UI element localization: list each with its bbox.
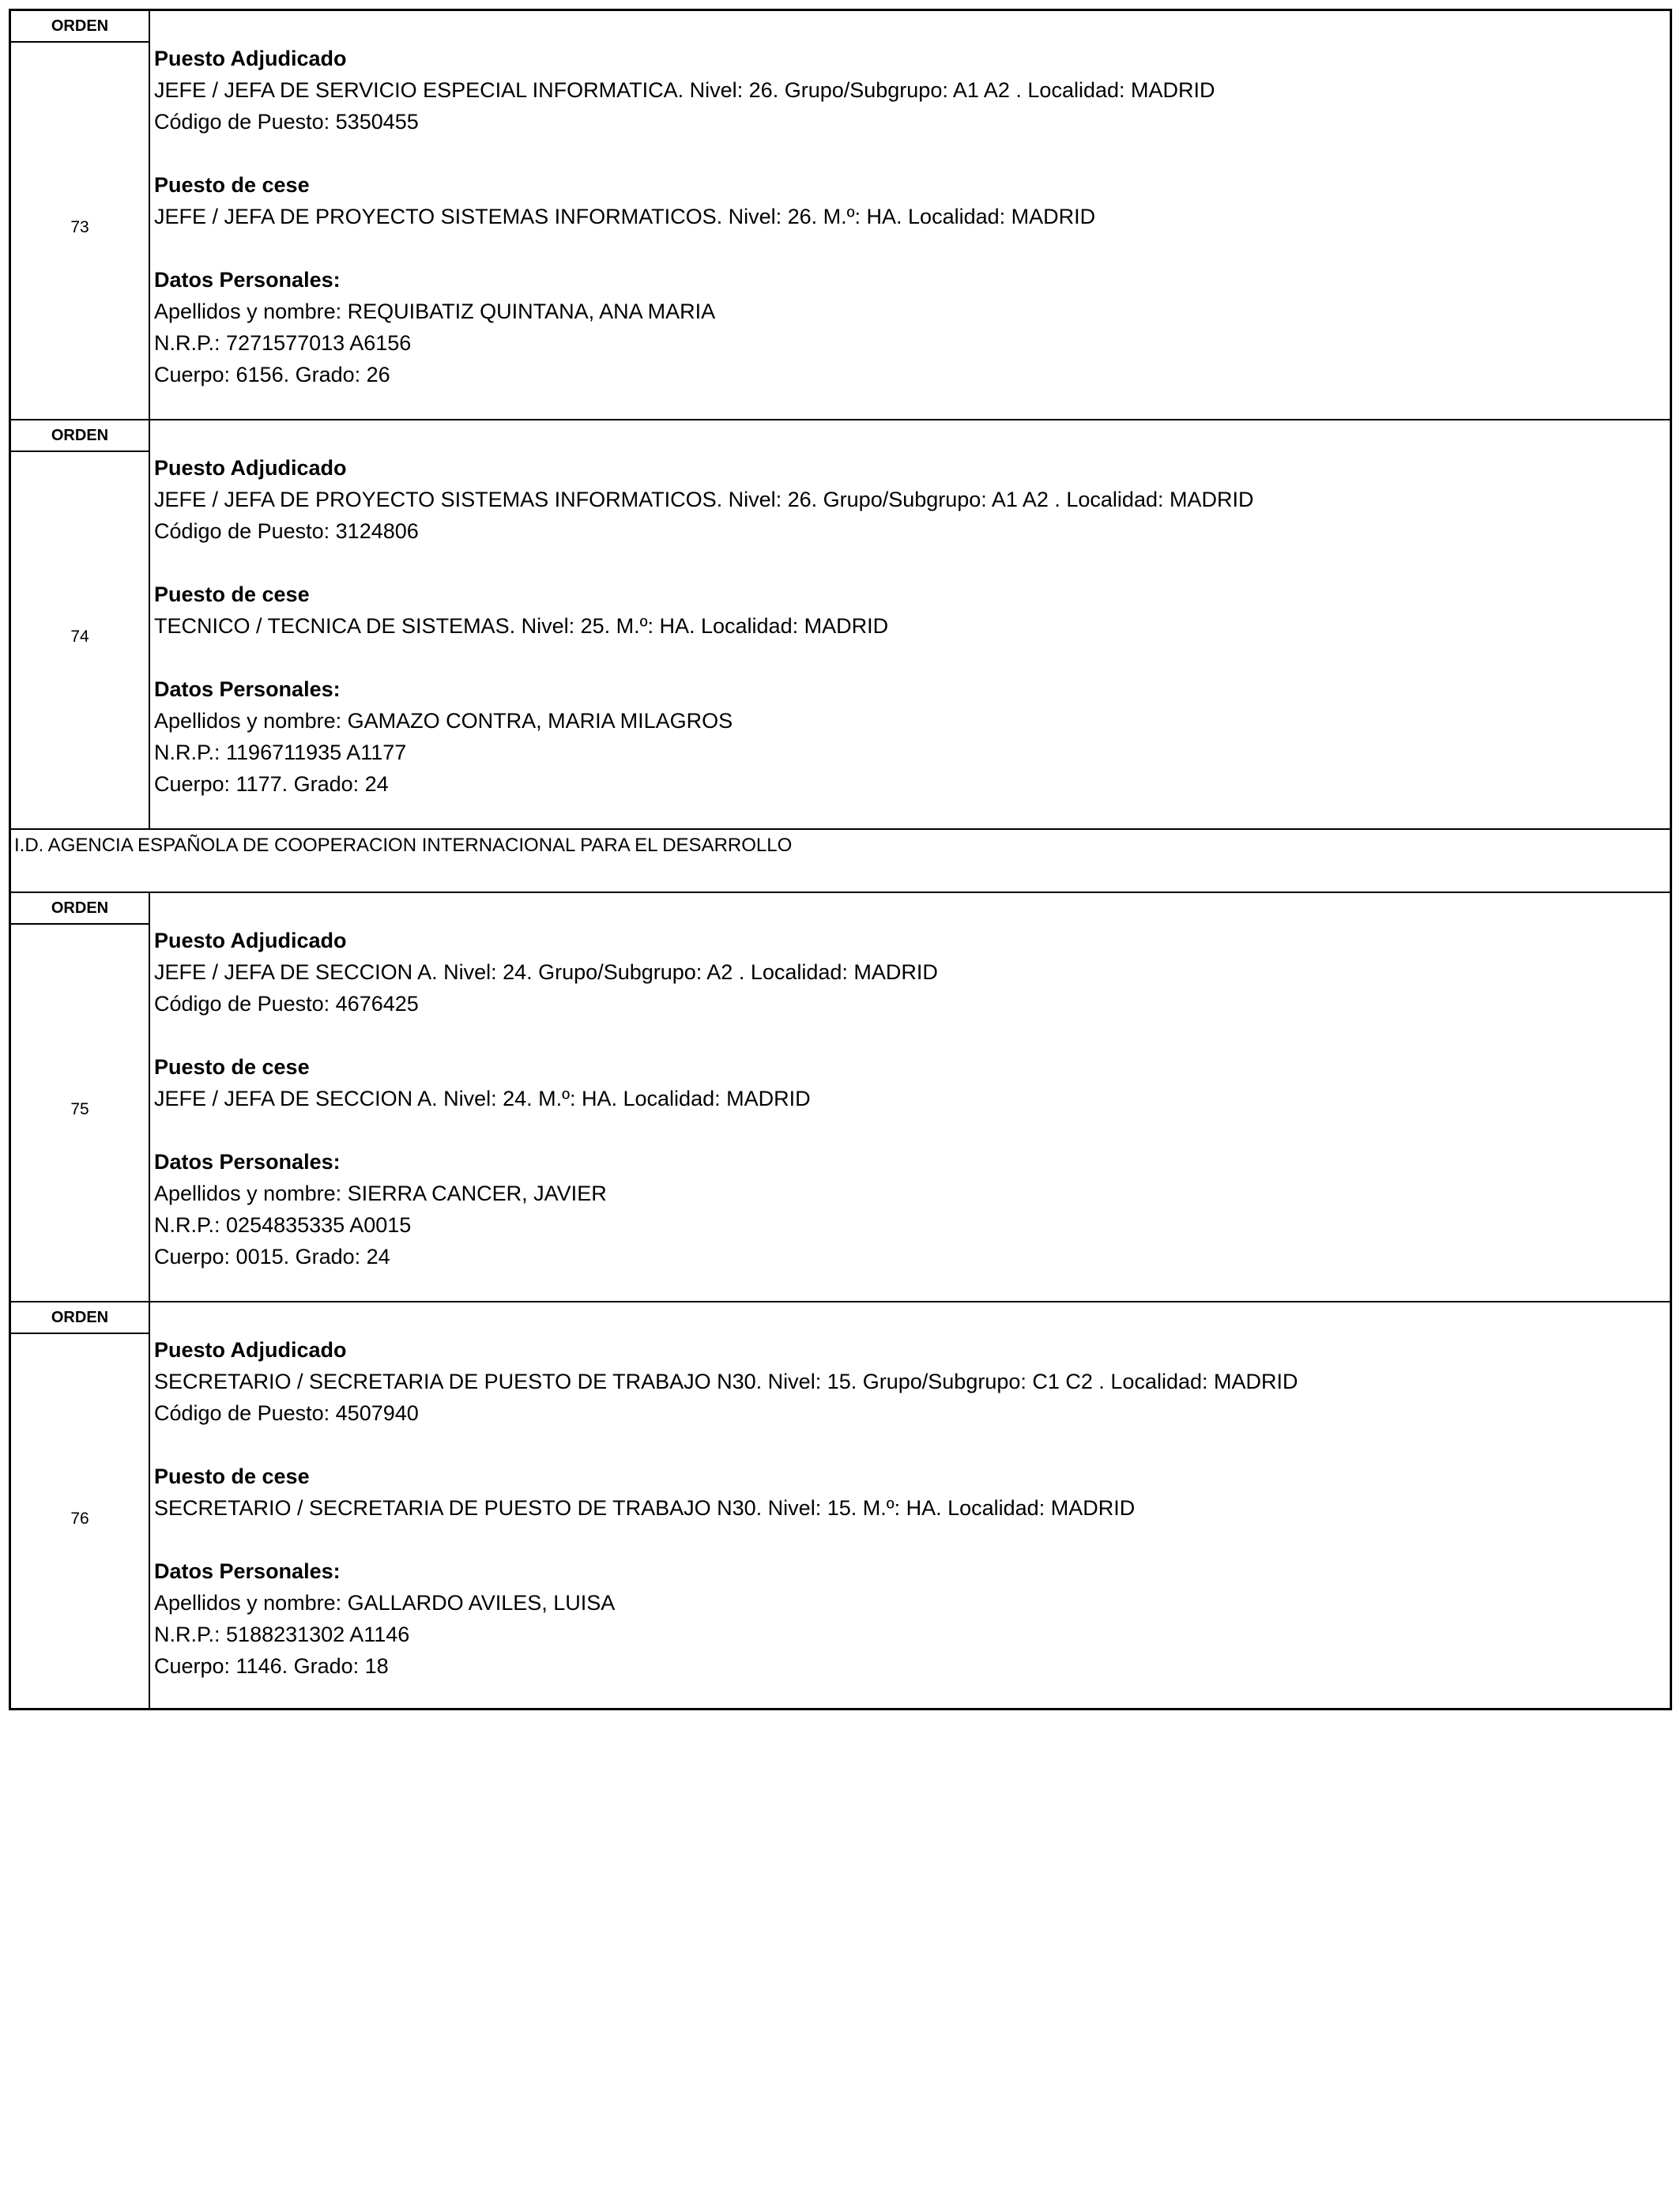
cese-description: SECRETARIO / SECRETARIA DE PUESTO DE TRABAJO N30. Nivel: 15. M.º: HA. Localidad: MADRID (154, 1496, 1136, 1520)
cuerpo-grado: Cuerpo: 1146. Grado: 18 (154, 1654, 389, 1678)
nrp: N.R.P.: 5188231302 A1146 (154, 1623, 410, 1646)
orden-number: 75 (70, 1100, 89, 1118)
entry-content (154, 452, 1662, 800)
orden-column (11, 1302, 150, 1708)
cese-label: Puesto de cese (154, 582, 310, 606)
cese-label: Puesto de cese (154, 173, 310, 197)
adjudicado-description: JEFE / JEFA DE PROYECTO SISTEMAS INFORMATICOS. Nivel: 26. Grupo/Subgrupo: A1 A2 . Localidad: MADRID (154, 488, 1254, 511)
entry-76 (11, 1302, 1670, 1708)
apellidos-nombre: Apellidos y nombre: REQUIBATIZ QUINTANA, ANA MARIA (154, 300, 716, 323)
apellidos-nombre: Apellidos y nombre: SIERRA CANCER, JAVIER (154, 1182, 607, 1205)
cuerpo-grado: Cuerpo: 1177. Grado: 24 (154, 772, 389, 796)
nrp: N.R.P.: 7271577013 A6156 (154, 331, 412, 355)
datos-label: Datos Personales: (154, 268, 341, 292)
entry-75 (11, 893, 1670, 1302)
adjudicado-label: Puesto Adjudicado (154, 929, 347, 952)
codigo-puesto: Código de Puesto: 4507940 (154, 1401, 419, 1425)
adjudicado-label: Puesto Adjudicado (154, 47, 347, 70)
adjudicado-description: JEFE / JEFA DE SECCION A. Nivel: 24. Grupo/Subgrupo: A2 . Localidad: MADRID (154, 960, 938, 984)
section-title: I.D. AGENCIA ESPAÑOLA DE COOPERACION INTERNACIONAL PARA EL DESARROLLO (14, 835, 793, 856)
orden-number: 76 (70, 1510, 89, 1528)
adjudicado-label: Puesto Adjudicado (154, 1338, 347, 1362)
nrp: N.R.P.: 0254835335 A0015 (154, 1213, 412, 1237)
adjudicado-description: SECRETARIO / SECRETARIA DE PUESTO DE TRABAJO N30. Nivel: 15. Grupo/Subgrupo: C1 C2 . Localidad: MADRID (154, 1370, 1298, 1393)
entry-73 (11, 11, 1670, 420)
cuerpo-grado: Cuerpo: 6156. Grado: 26 (154, 363, 390, 386)
orden-header: ORDEN (11, 11, 149, 43)
apellidos-nombre: Apellidos y nombre: GAMAZO CONTRA, MARIA MILAGROS (154, 709, 733, 733)
orden-number: 73 (70, 218, 89, 236)
entry-content (154, 925, 1662, 1272)
cese-description: JEFE / JEFA DE SECCION A. Nivel: 24. M.º: HA. Localidad: MADRID (154, 1087, 811, 1110)
orden-header: ORDEN (11, 1302, 149, 1334)
codigo-puesto: Código de Puesto: 4676425 (154, 992, 419, 1016)
orden-column (11, 11, 150, 419)
document-table (9, 9, 1672, 1710)
entry-74 (11, 420, 1670, 830)
datos-label: Datos Personales: (154, 1150, 341, 1174)
entry-content (154, 43, 1662, 390)
apellidos-nombre: Apellidos y nombre: GALLARDO AVILES, LUISA (154, 1591, 616, 1615)
adjudicado-description: JEFE / JEFA DE SERVICIO ESPECIAL INFORMATICA. Nivel: 26. Grupo/Subgrupo: A1 A2 . Localidad: MADRID (154, 78, 1215, 102)
adjudicado-label: Puesto Adjudicado (154, 456, 347, 480)
cese-label: Puesto de cese (154, 1465, 310, 1488)
cese-description: JEFE / JEFA DE PROYECTO SISTEMAS INFORMATICOS. Nivel: 26. M.º: HA. Localidad: MADRID (154, 205, 1096, 228)
datos-label: Datos Personales: (154, 1559, 341, 1583)
cuerpo-grado: Cuerpo: 0015. Grado: 24 (154, 1245, 390, 1269)
codigo-puesto: Código de Puesto: 3124806 (154, 519, 419, 543)
cese-label: Puesto de cese (154, 1055, 310, 1079)
orden-header: ORDEN (11, 420, 149, 452)
codigo-puesto: Código de Puesto: 5350455 (154, 110, 419, 134)
nrp: N.R.P.: 1196711935 A1177 (154, 741, 407, 764)
orden-column (11, 893, 150, 1301)
orden-header: ORDEN (11, 893, 149, 925)
orden-column (11, 420, 150, 828)
datos-label: Datos Personales: (154, 677, 341, 701)
orden-number: 74 (70, 628, 89, 646)
entry-content (154, 1334, 1662, 1682)
cese-description: TECNICO / TECNICA DE SISTEMAS. Nivel: 25. M.º: HA. Localidad: MADRID (154, 614, 889, 638)
section-header (11, 830, 1670, 893)
